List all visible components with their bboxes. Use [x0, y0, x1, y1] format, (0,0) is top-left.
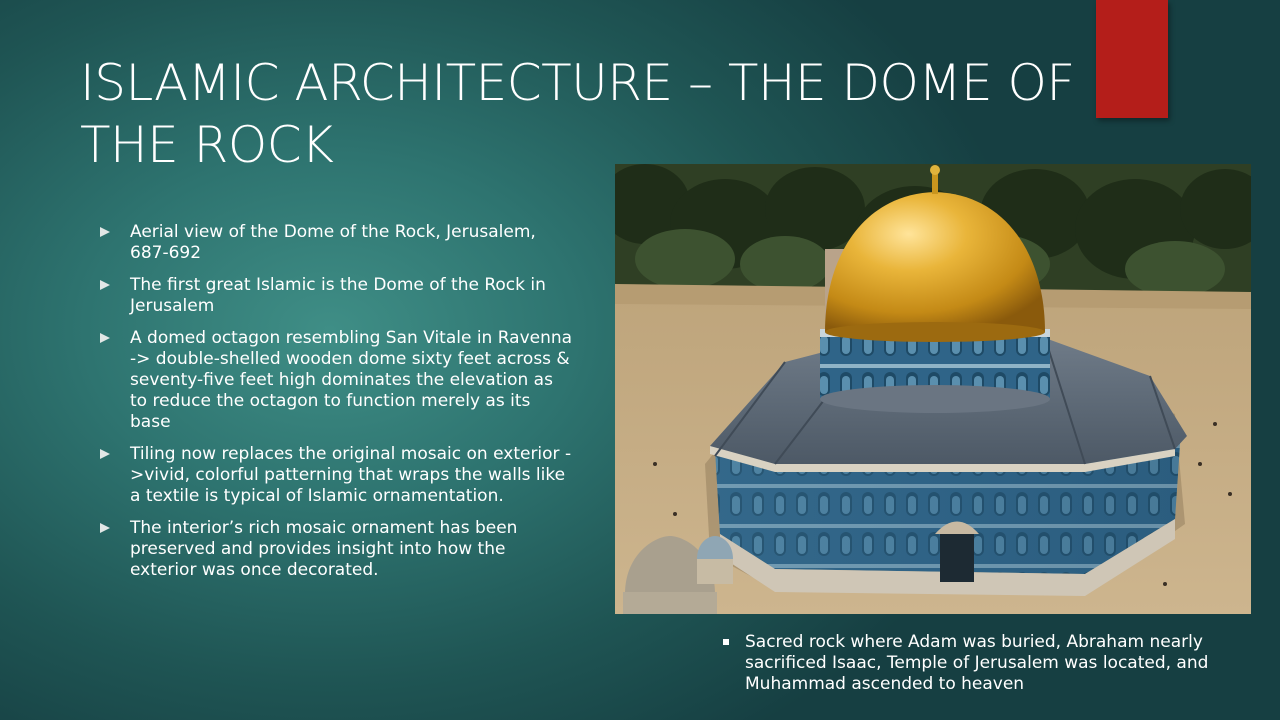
accent-bar — [1096, 0, 1168, 118]
bullet-text: A domed octagon resembling San Vitale in Ravenna -> double-shelled wooden dome sixty feet across & seventy-five feet high dominates the elevation as to reduce the octagon to function merely as its base — [130, 328, 573, 432]
bullet-item — [100, 444, 575, 507]
triangle-arrow-icon — [100, 333, 110, 343]
square-bullet-icon — [723, 639, 729, 645]
bullet-item — [100, 328, 575, 433]
bullet-item — [100, 518, 575, 581]
triangle-arrow-icon — [100, 523, 110, 533]
bullet-text: The interior’s rich mosaic ornament has been preserved and provides insight into how the exterior was once decorated. — [130, 518, 518, 580]
bullet-item — [100, 275, 575, 317]
bullet-text: The first great Islamic is the Dome of the Rock in Jerusalem — [130, 275, 546, 316]
triangle-arrow-icon — [100, 280, 110, 290]
slide-title: ISLAMIC ARCHITECTURE – THE DOME OF THE ROCK — [80, 54, 1075, 174]
photo-caption — [745, 632, 1265, 695]
triangle-arrow-icon — [100, 449, 110, 459]
bullet-item — [100, 222, 575, 264]
bullet-text: Tiling now replaces the original mosaic on exterior ->vivid, colorful patterning that wraps the walls like a textile is typical of Islamic ornamentation. — [130, 444, 572, 506]
dome-of-the-rock-photo — [615, 164, 1251, 614]
bullet-text: Aerial view of the Dome of the Rock, Jerusalem, 687-692 — [130, 222, 536, 263]
bullet-list — [130, 222, 575, 592]
triangle-arrow-icon — [100, 227, 110, 237]
caption-text: Sacred rock where Adam was buried, Abraham nearly sacrificed Isaac, Temple of Jerusalem was located, and Muhammad ascended to heaven — [745, 632, 1209, 694]
